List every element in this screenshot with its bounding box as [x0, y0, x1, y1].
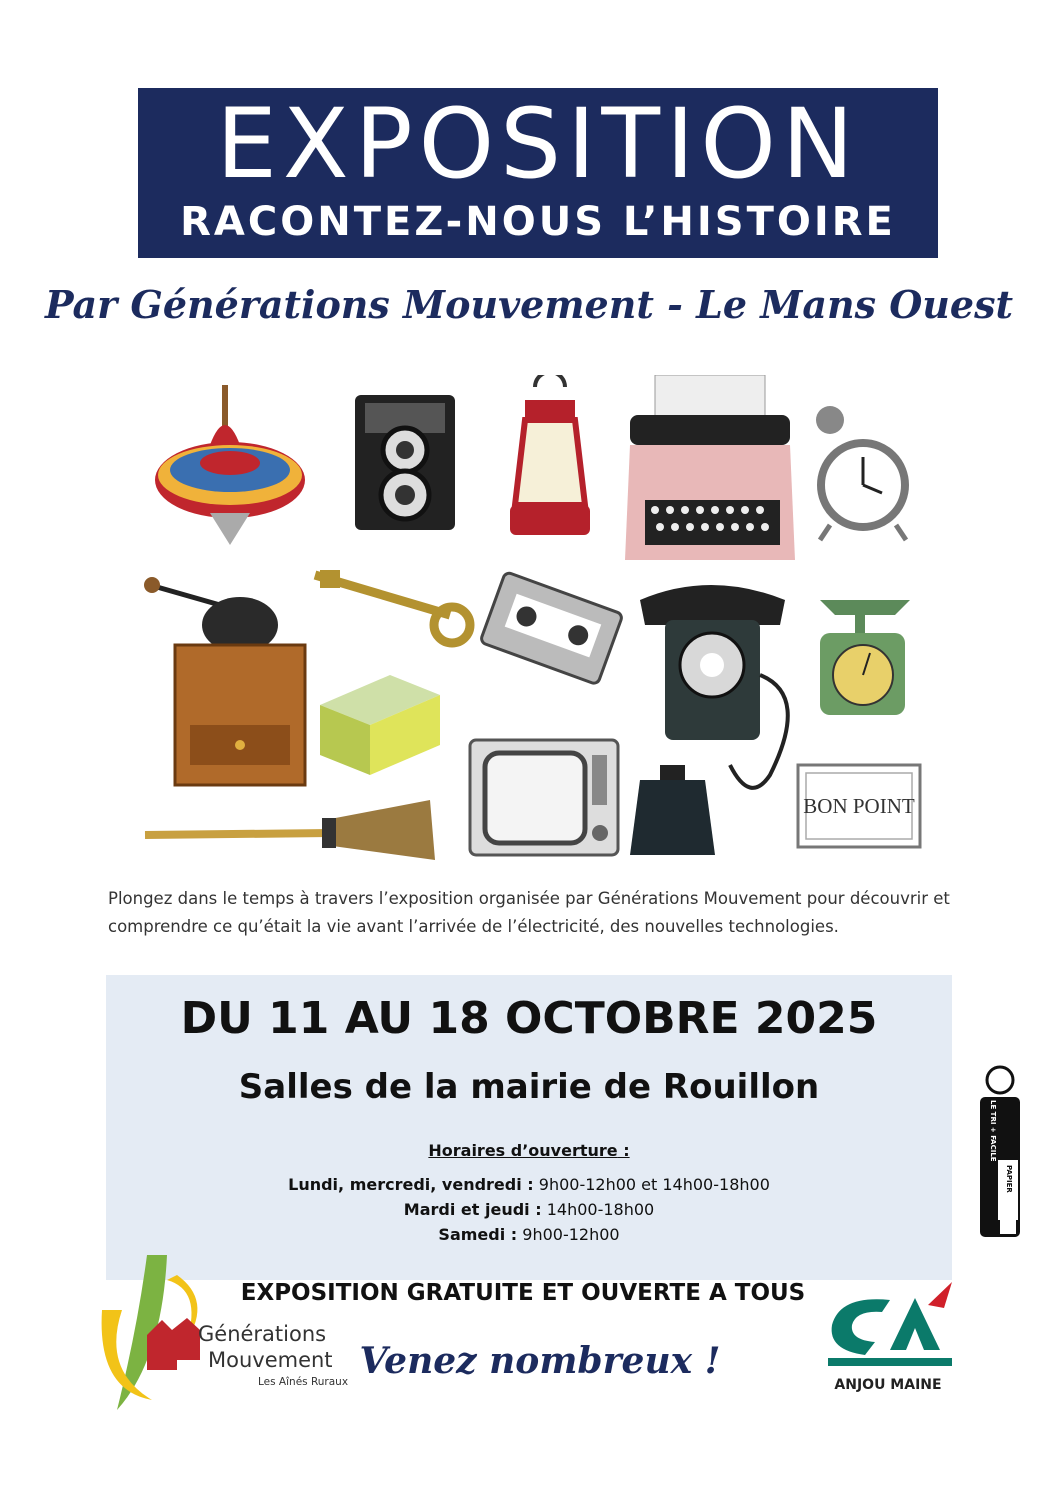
coffee-grinder-icon — [144, 577, 305, 785]
organizer-byline: Par Générations Mouvement - Le Mans Ouest — [44, 282, 1014, 327]
intro-paragraph: Plongez dans le temps à travers l’exposition organisée par Générations Mouvement pour découvrir et comprendre ce qu’était la vie avant l’arrivée de l’électricité, des nouvelles technologies. — [108, 889, 950, 936]
typewriter-icon — [625, 375, 795, 560]
closing-invitation: Venez nombreux ! — [359, 1340, 721, 1382]
television-icon — [470, 740, 618, 855]
bon-point-card — [798, 765, 920, 847]
vintage-objects-illustration — [130, 375, 930, 865]
free-entry-notice: EXPOSITION GRATUITE ET OUVERTE A TOUS — [240, 1280, 806, 1306]
gm-logo-subtitle: Les Aînés Ruraux — [258, 1376, 349, 1388]
event-dates: DU 11 AU 18 OCTOBRE 2025 — [180, 993, 878, 1044]
tri-paper-label: PAPIER — [1005, 1165, 1013, 1193]
hours-days: Samedi : — [438, 1225, 518, 1244]
tri-label: LE TRI + FACILE — [989, 1100, 997, 1162]
broom-icon — [145, 800, 435, 860]
page-subtitle: RACONTEZ-NOUS L’HISTOIRE — [180, 199, 896, 245]
triman-icon — [987, 1067, 1013, 1093]
hours-title — [106, 1141, 952, 1160]
ink-bottle-icon — [630, 765, 715, 855]
hours-days: Lundi, mercredi, vendredi : — [288, 1175, 534, 1194]
cassette-icon — [480, 572, 623, 685]
paper-bin-icon — [1000, 1220, 1016, 1234]
gm-logo-text-line2: Mouvement — [208, 1348, 333, 1372]
key-icon — [315, 570, 470, 643]
lantern-icon — [510, 375, 590, 535]
ca-logo-label: ANJOU MAINE — [834, 1377, 942, 1393]
rotary-phone-icon — [640, 585, 788, 788]
gm-logo-text-line1: Générations — [198, 1322, 327, 1346]
hours-days: Mardi et jeudi : — [403, 1200, 542, 1219]
tin-box-icon — [320, 675, 440, 775]
event-place: Salles de la mairie de Rouillon — [238, 1067, 820, 1107]
hours-title-suffix: : — [617, 1141, 630, 1160]
bon-point-text: BON POINT — [803, 794, 915, 818]
hours-line — [106, 1225, 952, 1244]
hours-times: 9h00-12h00 — [517, 1225, 620, 1244]
kitchen-scale-icon — [820, 600, 910, 715]
page-title: EXPOSITION — [216, 88, 860, 200]
alarm-clock-icon — [816, 406, 906, 540]
hours-times: 14h00-18h00 — [541, 1200, 655, 1219]
credit-agricole-logo — [820, 1280, 955, 1375]
hours-title-text: Horaires d’ouverture — [428, 1141, 618, 1160]
hours-line — [106, 1175, 952, 1194]
title-banner — [138, 88, 938, 258]
hours-times: 9h00-12h00 et 14h00-18h00 — [533, 1175, 770, 1194]
hours-line — [106, 1200, 952, 1219]
spinning-top-icon — [155, 385, 305, 545]
camera-icon — [355, 395, 455, 530]
info-box — [106, 975, 952, 1280]
